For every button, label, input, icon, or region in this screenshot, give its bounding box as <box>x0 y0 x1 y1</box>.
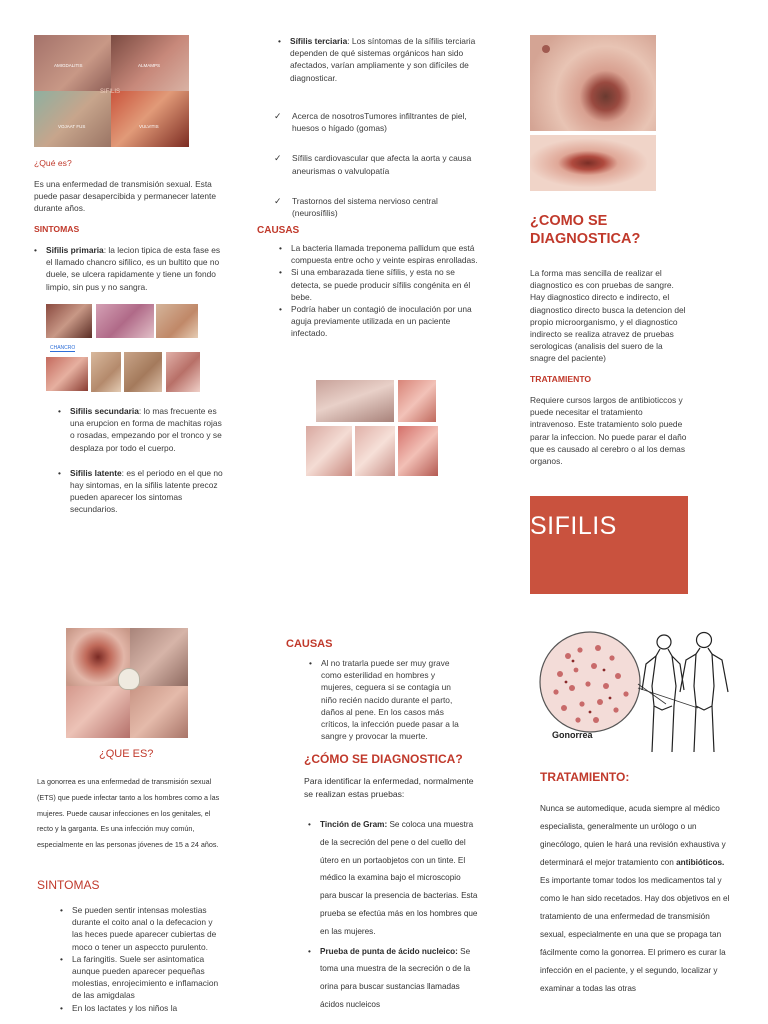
chancro-photo <box>156 304 198 338</box>
chancro-photo <box>166 352 200 392</box>
sintomas-list <box>60 904 220 1014</box>
tratamiento-text: Requiere cursos largos de antibioticcos y puede necesitar el tratamiento intravenoso. Este tratamiento solo puede parar la infeccion. No puede parar el daño que es causado al cerebro o al los demas organos. <box>530 395 687 467</box>
item-text: Se toma una muestra de la secreción o de la orina para buscar sustancias llamadas ácidos nucleicos <box>320 946 471 1009</box>
item-label: Sifilis latente <box>70 467 122 478</box>
terciaria-checklist <box>274 110 479 237</box>
check-item: ✓ Sífilis cardiovascular que afecta la aorta y causa aneurismas o valvulopatía <box>274 152 479 176</box>
infant-ear-photo <box>398 380 436 422</box>
sintomas-heading: SINTOMAS <box>37 878 100 892</box>
causas-heading: CAUSAS <box>286 638 333 650</box>
chancro-photo <box>91 352 121 392</box>
collage-label: ALMAMPS <box>138 63 161 68</box>
chancro-photo <box>46 357 88 391</box>
list-item <box>278 35 478 84</box>
tratamiento-text-part: Nunca se automedique, acuda siempre al médico especialista, generalmente un urólogo o un ginecólogo, quien le hará una revisión exhaustiva y determinará el mejor tratamiento con <box>540 804 726 867</box>
causas-list <box>309 657 469 742</box>
list-item: • Al no tratarla puede ser muy grave como esterilidad en hombres y mujeres, ceguera si se contagia un niño recién nacido durante el parto, daños al pene. En los casos más críticos, la infección puede pasar a la sangre y provocar la muerte. <box>309 657 469 742</box>
list-item: • Si una embarazada tiene sífilis, y esta no se detecta, se puede producir sífilis congénita en él bebe. <box>279 266 479 303</box>
collage-label: VULVITIS <box>139 124 159 129</box>
item-label: Sífilis terciaria <box>290 36 348 46</box>
collage-label: AMIGDALITIS <box>54 63 83 68</box>
que-es-heading: ¿QUE ES? <box>99 748 154 760</box>
item-label: Sifilis primaria <box>46 245 104 255</box>
antibioticos-emphasis: antibióticos. <box>676 858 725 867</box>
list-item <box>58 405 223 454</box>
list-item: • Podría haber un contagió de inoculación por una aguja previamente utilizada en un paciente infectado. <box>279 303 479 340</box>
list-item: • En los lactates y los niños la <box>60 1002 220 1014</box>
tratamiento-heading: TRATAMIENTO: <box>540 770 630 784</box>
sifilis-banner <box>530 496 688 594</box>
std-collage-image <box>34 35 189 147</box>
skull-icon <box>118 668 140 690</box>
pruebas-list <box>308 816 478 1014</box>
lesion-photo <box>530 35 656 131</box>
gonorrea-illustration <box>538 626 734 756</box>
causas-heading: CAUSAS <box>257 225 300 236</box>
infant-hand-photo <box>398 426 438 476</box>
check-item: ✓ Trastornos del sistema nervioso central (neurosífilis) <box>274 195 479 219</box>
diagnostica-heading: ¿COMO SE DIAGNOSTICA? <box>530 213 641 247</box>
collage-label: VOJAAT FUS <box>58 124 86 129</box>
item-label: Sifilis secundaria <box>70 406 139 416</box>
list-item: • Se pueden sentir intensas molestias durante el coito anal o la defecacion y las heces puede aparecer cubiertas de moco o tener un aspeccto purulento. <box>60 904 220 953</box>
list-item: • La bacteria llamada treponema pallidum que está compuesta entre ocho y veinte espiras enrolladas. <box>279 242 479 266</box>
terciaria-list <box>278 35 478 84</box>
chancro-photo <box>124 352 162 392</box>
item-text: : lo mas frecuente es una erupcion en forma de machitas rojas o rosadas, empezando por el tronco y se desplaza por todo el cuerpo. <box>70 406 222 453</box>
chancro-label: CHANCRO <box>50 345 76 351</box>
chancro-photo <box>96 304 154 338</box>
item-text: : es el periodo en el que no hay sintomas, en la sifilis latente precoz pueden aparecer los sintomas secundarios. <box>70 467 223 515</box>
ulcer-photo <box>530 135 656 191</box>
sintomas-list <box>34 244 224 293</box>
diagnostica-text: La forma mas sencilla de realizar el diagnostico es con pruebas de sangre. Hay diagnostico directo e indirecto, el diagnostico directo busca la detencion del propio microorganismo, y el diagnostico indirecto se realiza atravez de pruebas serologicas (analisis del suero de la snagre del paciente) <box>530 268 686 364</box>
check-item: ✓ Acerca de nosotrosTumores infiltrantes de piel, huesos o hígado (gomas) <box>274 110 479 134</box>
list-item <box>308 943 478 1014</box>
item-label: Tinción de Gram: <box>320 820 388 829</box>
list-item: • La faringitis. Suele ser asintomatica aunque pueden aparecer pequeñas molestias, enrojecimiento e inflamacion de las amigdalas <box>60 953 220 1002</box>
que-es-text: La gonorrea es una enfermedad de transmisión sexual (ETS) que puede infectar tanto a los hombres como a las mujeres. Puede causar infecciones en los genitales, el recto y la garganta. Es una infección muy común, especialmente en las personas jóvenes de 15 a 24 años. <box>37 777 220 850</box>
tratamiento-text-part: Es importante tomar todos los medicamentos tal y como le han sido recetados. Hay dos objetivos en el tratamiento de una enfermedad de transmisión sexual, especialmente en una que se propaga tan fácilmente como la gonorrea. El primero es curar la infección en el paciente, y el segundo, localizar y examinar a todas las otras <box>540 876 730 993</box>
tratamiento-text <box>540 800 732 998</box>
collage-label: SIFILIS <box>100 89 121 95</box>
infant-sole-photo <box>355 426 395 476</box>
sintomas-list-continued <box>58 405 223 516</box>
que-es-heading: ¿Qué es? <box>34 158 72 168</box>
sintomas-heading: SINTOMAS <box>34 224 80 234</box>
tratamiento-heading: TRATAMIENTO <box>530 374 592 384</box>
list-item <box>34 244 224 293</box>
item-text: Se coloca una muestra de la secreción del pene o del cuello del útero en un portaobjetos con un tinte. El médico la examina bajo el microscopio para buscar la presencia de bacterias. Esta prueba se efectúa más en los hombres que en las mujeres. <box>320 820 478 936</box>
banner-title: SIFILIS <box>530 512 617 540</box>
diagnostica-intro: Para identificar la enfermedad, normalmente se realizan estas pruebas: <box>304 776 474 799</box>
list-item <box>308 816 478 941</box>
infant-face-photo <box>316 380 394 422</box>
list-item <box>58 467 223 516</box>
gonorrhea-collage-image <box>66 628 188 738</box>
item-label: Prueba de punta de ácido nucleico: <box>320 946 458 956</box>
item-text: : la lecion tipica de esta fase es el llamado chancro sifilico, es un bultito que no duele, se ulcera rapidamente y tiene un fondo limpio, sin pus y no sangra. <box>46 245 221 292</box>
illustration-label: Gonorrea <box>552 730 593 740</box>
item-text: : Los síntomas de la sífilis terciaria dependen de qué sistemas orgánicos han sido afectados, varían ampliamente y son difíciles de diagnosticar. <box>290 36 476 83</box>
chancro-photo <box>46 304 92 338</box>
diagnostica-heading: ¿CÓMO SE DIAGNOSTICA? <box>304 752 463 766</box>
que-es-text: Es una enfermedad de transmisión sexual. Esta puede pasar desapercibida y permanecer latente durante años. <box>34 179 217 214</box>
causas-list <box>279 242 479 340</box>
infant-sole-photo <box>306 426 352 476</box>
